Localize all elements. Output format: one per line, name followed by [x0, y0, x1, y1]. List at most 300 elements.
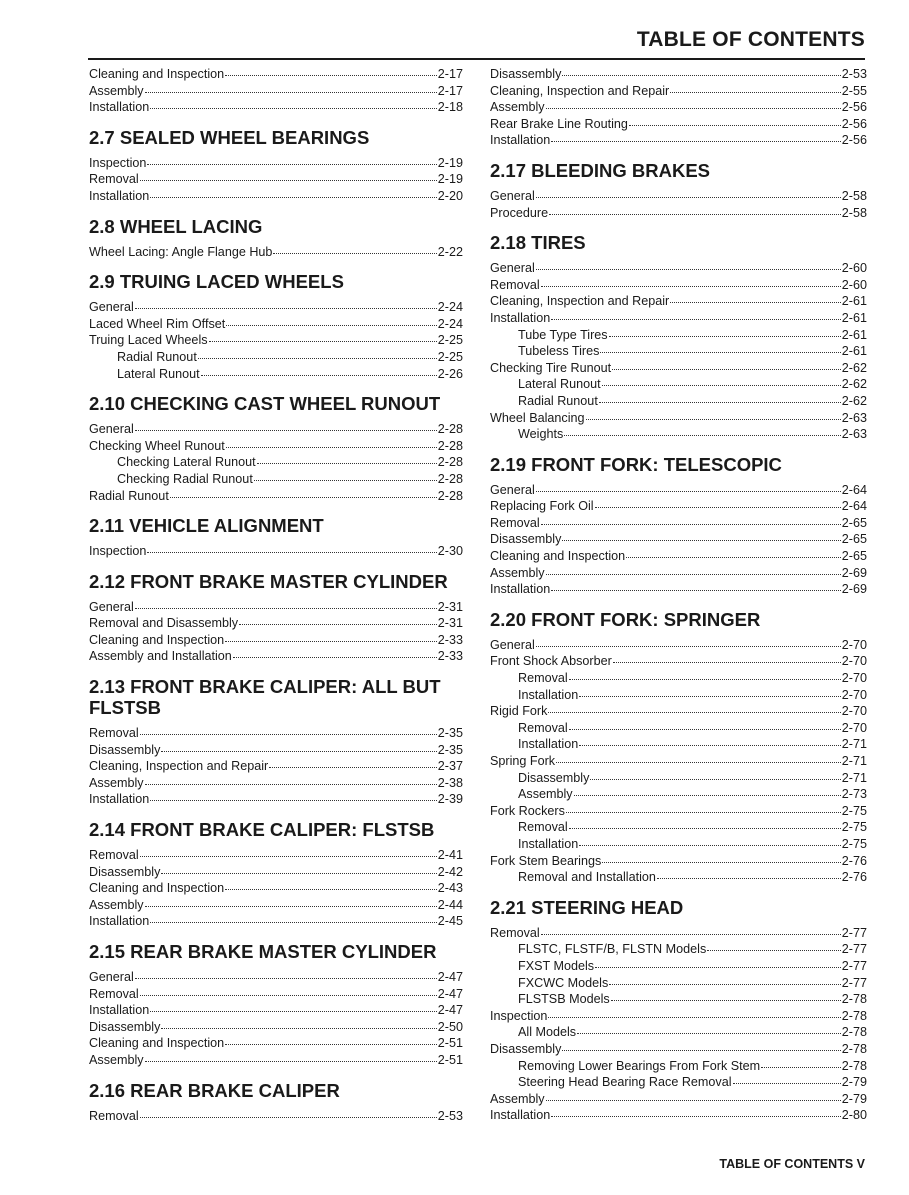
toc-entry[interactable]: [490, 1074, 867, 1091]
toc-entry[interactable]: [89, 366, 463, 383]
toc-entry-page: 2-76: [841, 853, 867, 868]
toc-entry[interactable]: [89, 99, 463, 116]
toc-entry[interactable]: [89, 332, 463, 349]
toc-entry-label: Assembly: [490, 1091, 545, 1106]
toc-entry[interactable]: [490, 1058, 867, 1075]
toc-entry-label: Installation: [89, 100, 150, 115]
toc-entry[interactable]: [490, 482, 867, 499]
toc-entry-page: 2-62: [841, 393, 867, 408]
toc-entry-page: 2-24: [437, 316, 463, 331]
toc-entry[interactable]: [490, 819, 867, 836]
dot-leader: [551, 141, 841, 142]
dot-leader: [198, 358, 437, 359]
dot-leader: [549, 214, 841, 215]
toc-entry[interactable]: [490, 1041, 867, 1058]
toc-entry[interactable]: [89, 897, 463, 914]
toc-entry[interactable]: [89, 155, 463, 172]
toc-entry-label: Installation: [89, 188, 150, 203]
toc-entry-label: Disassembly: [89, 864, 161, 879]
toc-entry-page: 2-77: [841, 975, 867, 990]
dot-leader: [569, 729, 841, 730]
toc-entry[interactable]: [490, 116, 867, 133]
toc-entry-page: 2-78: [841, 1058, 867, 1073]
dot-leader: [566, 812, 841, 813]
toc-entry[interactable]: [490, 581, 867, 598]
toc-entry[interactable]: [490, 687, 867, 704]
toc-entry-page: 2-35: [437, 742, 463, 757]
toc-entry-page: 2-19: [437, 155, 463, 170]
toc-entry-label: Installation: [89, 1003, 150, 1018]
toc-entry[interactable]: [89, 488, 463, 505]
section-heading: 2.9 TRUING LACED WHEELS: [89, 271, 344, 293]
section-heading: 2.8 WHEEL LACING: [89, 215, 263, 237]
section-heading: 2.20 FRONT FORK: SPRINGER: [490, 608, 761, 630]
toc-entry-page: 2-33: [437, 632, 463, 647]
dot-leader: [548, 1017, 840, 1018]
toc-entry-page: 2-70: [841, 671, 867, 686]
toc-entry[interactable]: [89, 316, 463, 333]
toc-entry-label: General: [490, 188, 535, 203]
toc-entry[interactable]: [490, 310, 867, 327]
section-heading: 2.17 BLEEDING BRAKES: [490, 159, 710, 181]
toc-entry[interactable]: [89, 299, 463, 316]
toc-entry-page: 2-38: [437, 775, 463, 790]
dot-leader: [225, 1044, 437, 1045]
toc-entry-label: Cleaning, Inspection and Repair: [490, 294, 670, 309]
toc-entry-page: 2-35: [437, 726, 463, 741]
toc-entry[interactable]: [89, 1108, 463, 1125]
toc-section: [89, 819, 463, 930]
toc-entry-label: General: [490, 261, 535, 276]
toc-section: [490, 609, 867, 886]
toc-entry[interactable]: [490, 991, 867, 1008]
toc-entry-label: Cleaning, Inspection and Repair: [490, 83, 670, 98]
toc-entry-page: 2-78: [841, 1041, 867, 1056]
toc-entry[interactable]: [490, 958, 867, 975]
toc-entry-label: Cleaning, Inspection and Repair: [89, 759, 269, 774]
toc-entry-page: 2-28: [437, 455, 463, 470]
toc-entry[interactable]: [490, 83, 867, 100]
toc-entry[interactable]: [490, 703, 867, 720]
toc-section: [89, 515, 463, 560]
toc-entry-page: 2-63: [841, 410, 867, 425]
toc-entry[interactable]: [490, 975, 867, 992]
toc-entry-page: 2-56: [841, 133, 867, 148]
toc-entry-label: General: [490, 482, 535, 497]
toc-entry-label: Removal: [89, 726, 139, 741]
dot-leader: [670, 302, 841, 303]
toc-entry-label: Fork Rockers: [490, 803, 565, 818]
toc-entry[interactable]: [490, 736, 867, 753]
toc-entry[interactable]: [490, 327, 867, 344]
toc-entry-page: 2-61: [841, 294, 867, 309]
toc-entry-label: Truing Laced Wheels: [89, 333, 208, 348]
toc-entry[interactable]: [490, 426, 867, 443]
toc-entry-label: Lateral Runout: [518, 377, 601, 392]
toc-entry-label: Inspection: [89, 155, 147, 170]
toc-entry[interactable]: [89, 599, 463, 616]
toc-entry-label: Disassembly: [490, 67, 562, 81]
toc-entry-label: Wheel Balancing: [490, 410, 585, 425]
toc-entry-label: All Models: [518, 1025, 577, 1040]
toc-entry-page: 2-42: [437, 864, 463, 879]
toc-section: [490, 66, 867, 149]
toc-entry-label: FLSTSB Models: [518, 992, 610, 1007]
toc-entry-page: 2-60: [841, 261, 867, 276]
toc-entry[interactable]: [89, 725, 463, 742]
toc-entry-label: Tubeless Tires: [518, 344, 600, 359]
dot-leader: [707, 950, 841, 951]
toc-entry-page: 2-62: [841, 377, 867, 392]
dot-leader: [233, 657, 437, 658]
toc-entry-label: Installation: [518, 836, 579, 851]
toc-entry-label: General: [89, 599, 134, 614]
toc-entry-label: Disassembly: [518, 770, 590, 785]
toc-entry-label: Cleaning and Inspection: [89, 1036, 225, 1051]
toc-entry[interactable]: [89, 188, 463, 205]
dot-leader: [595, 507, 841, 508]
toc-entry[interactable]: [490, 653, 867, 670]
toc-entry[interactable]: [490, 565, 867, 582]
toc-entry-page: 2-71: [841, 770, 867, 785]
toc-entry[interactable]: [89, 632, 463, 649]
dot-leader: [546, 574, 841, 575]
toc-entry[interactable]: [490, 803, 867, 820]
dot-leader: [541, 934, 841, 935]
toc-entry[interactable]: [490, 637, 867, 654]
dot-leader: [548, 712, 840, 713]
dot-leader: [629, 125, 841, 126]
toc-section: [89, 127, 463, 205]
toc-entry-page: 2-22: [437, 244, 463, 259]
dot-leader: [602, 385, 841, 386]
toc-entry-page: 2-70: [841, 654, 867, 669]
toc-entry[interactable]: [490, 1091, 867, 1108]
toc-entry-label: Cleaning and Inspection: [89, 67, 225, 81]
toc-entry-page: 2-65: [841, 549, 867, 564]
toc-entry-page: 2-77: [841, 942, 867, 957]
dot-leader: [612, 369, 841, 370]
toc-entry-label: Radial Runout: [518, 393, 598, 408]
toc-entry[interactable]: [89, 791, 463, 808]
toc-section: [490, 454, 867, 598]
dot-leader: [609, 336, 841, 337]
toc-entry-page: 2-37: [437, 759, 463, 774]
toc-section: [89, 941, 463, 1069]
toc-entry-page: 2-26: [437, 366, 463, 381]
dot-leader: [140, 1117, 437, 1118]
toc-entry[interactable]: [490, 941, 867, 958]
toc-entry-label: Removal: [89, 986, 139, 1001]
toc-entry-page: 2-18: [437, 100, 463, 115]
toc-entry[interactable]: [490, 720, 867, 737]
dot-leader: [611, 1000, 841, 1001]
dot-leader: [135, 430, 437, 431]
toc-entry-page: 2-17: [437, 67, 463, 81]
toc-entry[interactable]: [490, 498, 867, 515]
toc-entry[interactable]: [490, 548, 867, 565]
toc-entry-page: 2-56: [841, 116, 867, 131]
toc-entry-page: 2-20: [437, 188, 463, 203]
toc-section: [89, 676, 463, 808]
toc-entry[interactable]: [490, 99, 867, 116]
toc-entry-page: 2-17: [437, 83, 463, 98]
dot-leader: [273, 253, 436, 254]
toc-entry[interactable]: [89, 421, 463, 438]
dot-leader: [599, 402, 841, 403]
dot-leader: [626, 557, 841, 558]
toc-entry[interactable]: [89, 543, 463, 560]
toc-entry-page: 2-63: [841, 427, 867, 442]
toc-entry-label: Removal: [518, 720, 568, 735]
dot-leader: [145, 906, 437, 907]
dot-leader: [733, 1083, 841, 1084]
dot-leader: [150, 922, 437, 923]
toc-entry-label: General: [89, 422, 134, 437]
toc-entry[interactable]: [89, 880, 463, 897]
dot-leader: [225, 641, 437, 642]
toc-entry-page: 2-47: [437, 1003, 463, 1018]
dot-leader: [569, 828, 841, 829]
toc-entry[interactable]: [490, 1008, 867, 1025]
dot-leader: [239, 624, 437, 625]
dot-leader: [556, 762, 841, 763]
toc-entry[interactable]: [89, 349, 463, 366]
toc-entry-label: Front Shock Absorber: [490, 654, 612, 669]
toc-entry-page: 2-47: [437, 970, 463, 984]
toc-entry-page: 2-78: [841, 1008, 867, 1023]
toc-entry[interactable]: [89, 454, 463, 471]
toc-entry-page: 2-62: [841, 360, 867, 375]
toc-entry[interactable]: [89, 1035, 463, 1052]
toc-entry[interactable]: [490, 925, 867, 942]
dot-leader: [562, 540, 840, 541]
dot-leader: [574, 795, 841, 796]
toc-entry[interactable]: [490, 1024, 867, 1041]
toc-entry[interactable]: [490, 205, 867, 222]
section-heading: 2.10 CHECKING CAST WHEEL RUNOUT: [89, 393, 441, 415]
dot-leader: [225, 75, 437, 76]
toc-section: [490, 232, 867, 443]
toc-entry-page: 2-28: [437, 438, 463, 453]
toc-entry-label: Removal: [89, 1108, 139, 1123]
toc-entry[interactable]: [490, 410, 867, 427]
toc-entry[interactable]: [89, 758, 463, 775]
toc-entry[interactable]: [490, 1107, 867, 1124]
toc-entry[interactable]: [490, 786, 867, 803]
toc-entry[interactable]: [490, 66, 867, 83]
toc-entry[interactable]: [490, 277, 867, 294]
toc-entry-page: 2-70: [841, 687, 867, 702]
toc-entry[interactable]: [89, 1052, 463, 1069]
dot-leader: [586, 419, 841, 420]
dot-leader: [670, 92, 841, 93]
toc-entry-label: Installation: [518, 687, 579, 702]
toc-entry[interactable]: [490, 836, 867, 853]
toc-entry-page: 2-78: [841, 992, 867, 1007]
toc-entry[interactable]: [490, 376, 867, 393]
toc-entry[interactable]: [89, 648, 463, 665]
toc-entry[interactable]: [490, 343, 867, 360]
dot-leader: [269, 767, 437, 768]
toc-entry-page: 2-28: [437, 488, 463, 503]
toc-entry-page: 2-55: [841, 83, 867, 98]
dot-leader: [135, 978, 437, 979]
toc-entry-label: Assembly: [89, 775, 144, 790]
page-title: TABLE OF CONTENTS: [636, 28, 865, 51]
dot-leader: [147, 552, 436, 553]
toc-entry-label: Radial Runout: [117, 349, 197, 364]
toc-entry-page: 2-33: [437, 649, 463, 664]
toc-entry[interactable]: [89, 471, 463, 488]
toc-entry[interactable]: [89, 986, 463, 1003]
toc-entry-label: Rear Brake Line Routing: [490, 116, 628, 131]
toc-entry[interactable]: [490, 869, 867, 886]
dot-leader: [147, 164, 436, 165]
dot-leader: [569, 679, 841, 680]
dot-leader: [546, 1100, 841, 1101]
dot-leader: [546, 108, 841, 109]
toc-entry-label: Assembly and Installation: [89, 649, 232, 664]
toc-entry[interactable]: [89, 864, 463, 881]
toc-entry-page: 2-80: [841, 1108, 867, 1123]
toc-entry-label: Assembly: [89, 83, 144, 98]
toc-entry-page: 2-58: [841, 188, 867, 203]
toc-entry[interactable]: [89, 615, 463, 632]
dot-leader: [564, 435, 841, 436]
toc-entry-page: 2-71: [841, 737, 867, 752]
dot-leader: [613, 662, 841, 663]
dot-leader: [579, 745, 841, 746]
toc-entry-page: 2-79: [841, 1075, 867, 1090]
dot-leader: [541, 286, 841, 287]
dot-leader: [536, 491, 841, 492]
toc-entry-label: Tube Type Tires: [518, 327, 608, 342]
toc-left-column: [89, 66, 463, 1124]
toc-entry[interactable]: [89, 847, 463, 864]
dot-leader: [600, 352, 840, 353]
toc-entry[interactable]: [490, 360, 867, 377]
toc-entry[interactable]: [89, 742, 463, 759]
dot-leader: [579, 696, 841, 697]
toc-entry-page: 2-78: [841, 1025, 867, 1040]
toc-entry-page: 2-43: [437, 881, 463, 896]
toc-entry-label: Removal: [518, 820, 568, 835]
toc-entry[interactable]: [89, 83, 463, 100]
toc-entry-page: 2-47: [437, 986, 463, 1001]
toc-entry-label: Rigid Fork: [490, 704, 548, 719]
toc-entry-label: Removal: [490, 925, 540, 940]
header-divider: [88, 58, 865, 60]
toc-entry-label: Installation: [490, 133, 551, 148]
toc-entry-page: 2-70: [841, 720, 867, 735]
toc-entry[interactable]: [490, 293, 867, 310]
toc-entry-page: 2-28: [437, 471, 463, 486]
dot-leader: [145, 784, 437, 785]
section-heading: 2.14 FRONT BRAKE CALIPER: FLSTSB: [89, 819, 435, 841]
toc-entry[interactable]: [490, 132, 867, 149]
toc-entry[interactable]: [89, 1019, 463, 1036]
dot-leader: [536, 646, 841, 647]
toc-entry-page: 2-61: [841, 327, 867, 342]
toc-entry-label: Checking Wheel Runout: [89, 438, 225, 453]
dot-leader: [140, 856, 437, 857]
dot-leader: [602, 862, 840, 863]
toc-entry-label: Removing Lower Bearings From Fork Stem: [518, 1058, 761, 1073]
toc-entry-label: General: [490, 637, 535, 652]
toc-entry[interactable]: [89, 913, 463, 930]
toc-entry-page: 2-58: [841, 205, 867, 220]
dot-leader: [609, 984, 841, 985]
toc-entry[interactable]: [89, 1002, 463, 1019]
toc-entry-label: Disassembly: [89, 742, 161, 757]
toc-entry-page: 2-51: [437, 1052, 463, 1067]
toc-entry[interactable]: [490, 393, 867, 410]
dot-leader: [201, 375, 437, 376]
dot-leader: [150, 800, 437, 801]
toc-entry-page: 2-41: [437, 848, 463, 863]
toc-entry-label: Disassembly: [490, 532, 562, 547]
toc-entry-label: Wheel Lacing: Angle Flange Hub: [89, 244, 273, 259]
toc-entry[interactable]: [89, 171, 463, 188]
toc-entry[interactable]: [490, 853, 867, 870]
dot-leader: [150, 108, 437, 109]
dot-leader: [579, 845, 841, 846]
dot-leader: [562, 1050, 840, 1051]
section-heading: 2.16 REAR BRAKE CALIPER: [89, 1079, 340, 1101]
toc-entry[interactable]: [89, 244, 463, 261]
toc-entry-label: General: [89, 300, 134, 315]
toc-entry-label: Steering Head Bearing Race Removal: [518, 1075, 732, 1090]
toc-entry[interactable]: [89, 438, 463, 455]
toc-entry-label: Fork Stem Bearings: [490, 853, 602, 868]
toc-entry-label: Installation: [518, 737, 579, 752]
dot-leader: [657, 878, 841, 879]
toc-entry-label: Installation: [89, 792, 150, 807]
toc-entry-page: 2-31: [437, 616, 463, 631]
section-heading: 2.15 REAR BRAKE MASTER CYLINDER: [89, 941, 437, 962]
toc-section: [89, 66, 463, 116]
toc-entry[interactable]: [490, 515, 867, 532]
toc-section: [89, 1080, 463, 1125]
dot-leader: [226, 325, 437, 326]
toc-entry[interactable]: [490, 260, 867, 277]
toc-entry[interactable]: [490, 531, 867, 548]
toc-entry[interactable]: [490, 188, 867, 205]
toc-entry[interactable]: [490, 770, 867, 787]
toc-entry-label: Removal and Installation: [518, 870, 656, 885]
dot-leader: [135, 308, 437, 309]
toc-entry-page: 2-64: [841, 482, 867, 497]
toc-entry-label: Installation: [490, 1108, 551, 1123]
toc-entry-page: 2-61: [841, 344, 867, 359]
toc-entry[interactable]: [89, 66, 463, 83]
toc-entry-page: 2-24: [437, 300, 463, 315]
toc-entry[interactable]: [89, 775, 463, 792]
toc-entry-page: 2-28: [437, 422, 463, 437]
dot-leader: [226, 447, 437, 448]
toc-entry-page: 2-71: [841, 754, 867, 768]
toc-entry-page: 2-44: [437, 897, 463, 912]
toc-entry[interactable]: [490, 670, 867, 687]
toc-entry[interactable]: [89, 969, 463, 986]
dot-leader: [577, 1033, 841, 1034]
toc-section: [89, 216, 463, 261]
toc-entry[interactable]: [490, 753, 867, 770]
dot-leader: [135, 608, 437, 609]
dot-leader: [551, 590, 841, 591]
toc-entry-page: 2-60: [841, 277, 867, 292]
